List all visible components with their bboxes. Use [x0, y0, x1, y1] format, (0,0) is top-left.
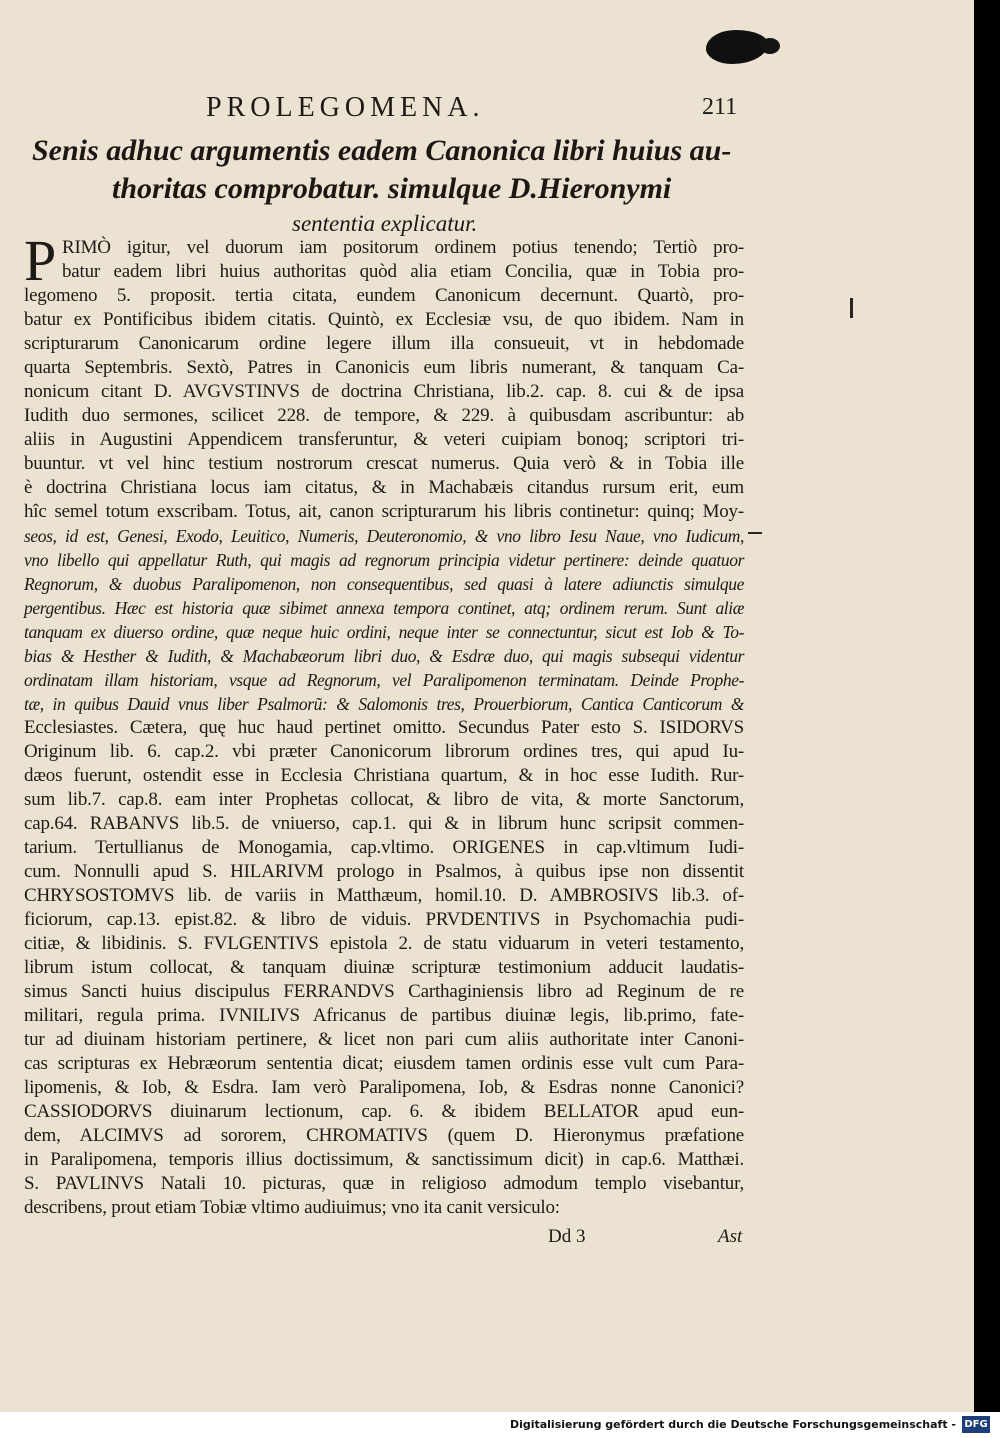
text-line: in Paralipomena, temporis illius doctissimum, & sanctissimum dicit) in cap.6. Matthæi.	[24, 1149, 744, 1170]
text-line: bias & Hesther & Iudith, & Machabæorum libri duo, & Esdræ duo, qui magis subsequi videntur	[24, 646, 744, 666]
text-line: sum lib.7. cap.8. eam inter Prophetas collocat, & libro de vita, & morte Sanctorum,	[24, 789, 744, 810]
running-head: PROLEGOMENA.	[206, 92, 485, 123]
text-line: tanquam ex diuerso ordine, quæ neque huic ordini, neque inter se connectuntur, sicut est Iob & To-	[24, 622, 744, 642]
text-line: quarta Septembris. Sextò, Patres in Canonicis eum libris numerant, & tanquam Ca-	[24, 357, 744, 378]
marginal-dash	[748, 532, 762, 534]
text-line: hîc semel totum exscribam. Totus, ait, canon scripturarum his libris continetur: quinq; Moy-	[24, 501, 744, 522]
text-line: ordinatam illam historiam, vsque ad Regnorum, vel Paralipomenon terminatam. Deinde Prophe-	[24, 670, 744, 690]
text-line: è doctrina Christiana locus iam citatus, & in Machabæis citandus rursum erit, eum	[24, 477, 744, 498]
text-line: aliis in Augustini Appendicem transferuntur, & veteri cuipiam bonoq; scriptori tri-	[24, 429, 744, 450]
text-line: tur ad diuinam historiam pertinere, & licet non pari cum aliis authoritate inter Canoni-	[24, 1029, 744, 1050]
title-line-2: thoritas comprobatur. simulque D.Hieronymi	[112, 172, 672, 205]
text-line: cas scripturas ex Hebræorum sententia dicat; eiusdem tamen ordinis esse vult cum Para-	[24, 1053, 744, 1074]
text-line: Ecclesiastes. Cætera, quę huc haud pertinet omitto. Secundus Pater esto S. ISIDORVS	[24, 717, 744, 738]
text-line: cap.64. RABANVS lib.5. de vniuerso, cap.1. qui & in librum hunc scripsit commen-	[24, 813, 744, 834]
text-line: simus Sancti huius discipulus FERRANDVS Carthaginiensis libro ad Reginum de re	[24, 981, 744, 1002]
text-line: Originum lib. 6. cap.2. vbi præter Canonicorum librorum ordines tres, qui apud Iu-	[24, 741, 744, 762]
text-line: dem, ALCIMVS ad sororem, CHROMATIVS (quem D. Hieronymus præfatione	[24, 1125, 744, 1146]
text-line: S. PAVLINVS Natali 10. picturas, quæ in religioso admodum templo visebantur,	[24, 1173, 744, 1194]
marginal-mark	[850, 298, 853, 318]
text-line: CHRYSOSTOMVS lib. de variis in Matthæum, homil.10. D. AMBROSIVS lib.3. of-	[24, 885, 744, 906]
drop-cap: P	[24, 228, 57, 293]
text-line: Iudith duo sermones, scilicet 228. de tempore, & 229. à quibusdam ascribuntur: ab	[24, 405, 744, 426]
text-line: militari, regula prima. IVNILIVS Africanus de partibus diuinæ legis, lib.primo, fate-	[24, 1005, 744, 1026]
text-line: cum. Nonnulli apud S. HILARIVM prologo in Psalmos, à quibus ipse non dissentit	[24, 861, 744, 882]
title-line-1: Senis adhuc argumentis eadem Canonica libri huius au-	[32, 134, 732, 167]
text-line: seos, id est, Genesi, Exodo, Leuitico, Numeris, Deuteronomio, & vno libro Iesu Naue, vno Iudicum,	[24, 526, 744, 546]
text-line: pergentibus. Hæc est historia quæ sibimet annexa tempora continet, atq; ordinem rerum. Sunt aliæ	[24, 598, 744, 618]
dfg-logo: DFG	[962, 1416, 990, 1433]
text-line: tæ, in quibus Dauid vnus liber Psalmorũ: & Salomonis tres, Prouerbiorum, Cantica Canticorum &	[24, 694, 744, 714]
text-line: dæos fuerunt, ostendit esse in Ecclesia Christiana quartum, & in hoc esse Iudith. Rur-	[24, 765, 744, 786]
title-line-3: sententia explicatur.	[292, 211, 478, 236]
funding-notice: Digitalisierung gefördert durch die Deutsche Forschungsgemeinschaft -	[509, 1418, 956, 1431]
text-line: lipomenis, & Iob, & Esdra. Iam verò Paralipomena, Iob, & Esdras nonne Canonici?	[24, 1077, 744, 1098]
text-line: Regnorum, & duobus Paralipomenon, non consequentibus, sed quasi à latere adiunctis simulque	[24, 574, 744, 594]
text-line: librum istum collocat, & tanquam diuinæ scripturæ testimonium adducit laudatis-	[24, 957, 744, 978]
text-line: vno libello qui appellatur Ruth, qui magis ad regnorum principia videtur pertinere: deinde quatuor	[24, 550, 744, 570]
section-title	[22, 132, 772, 240]
text-line: scripturarum Canonicarum ordine legere illum illa consueuit, vt in hebdomade	[24, 333, 744, 354]
text-line: batur ex Pontificibus ibidem citatis. Quintò, ex Ecclesiæ vsu, de quo ibidem. Nam in	[24, 309, 744, 330]
text-line: buuntur. vt vel hinc testium nostrorum crescat numerus. Quia verò & in Tobia ille	[24, 453, 744, 474]
text-line: legomeno 5. proposit. tertia citata, eundem Canonicum decernunt. Quartò, pro-	[24, 285, 744, 306]
text-line: tarium. Tertullianus de Monogamia, cap.vltimo. ORIGENES in cap.vltimum Iudi-	[24, 837, 744, 858]
ink-blot-stain-tail	[760, 38, 780, 54]
catchword: Ast	[718, 1226, 743, 1247]
page-number: 211	[702, 94, 738, 120]
text-line: RIMÒ igitur, vel duorum iam positorum ordinem potius tenendo; Tertiò pro-	[62, 237, 744, 258]
text-line: ficiorum, cap.13. epist.82. & libro de viduis. PRVDENTIVS in Psychomachia pudi-	[24, 909, 744, 930]
text-line: CASSIODORVS diuinarum lectionum, cap. 6. & ibidem BELLATOR apud eun-	[24, 1101, 744, 1122]
ink-blot-stain	[706, 30, 768, 64]
signature-mark: Dd 3	[548, 1226, 586, 1247]
text-line: batur eadem libri huius authoritas quòd alia etiam Concilia, quæ in Tobia pro-	[62, 261, 744, 282]
text-line: nonicum citant D. AVGVSTINVS de doctrina Christiana, lib.2. cap. 8. cui & de ipsa	[24, 381, 744, 402]
text-line: citiæ, & libidinis. S. FVLGENTIVS epistola 2. de statu viduarum in veteri testamento,	[24, 933, 744, 954]
body-text	[24, 228, 744, 1220]
text-line: describens, prout etiam Tobiæ vltimo audiuimus; vno ita canit versiculo:	[24, 1197, 560, 1218]
